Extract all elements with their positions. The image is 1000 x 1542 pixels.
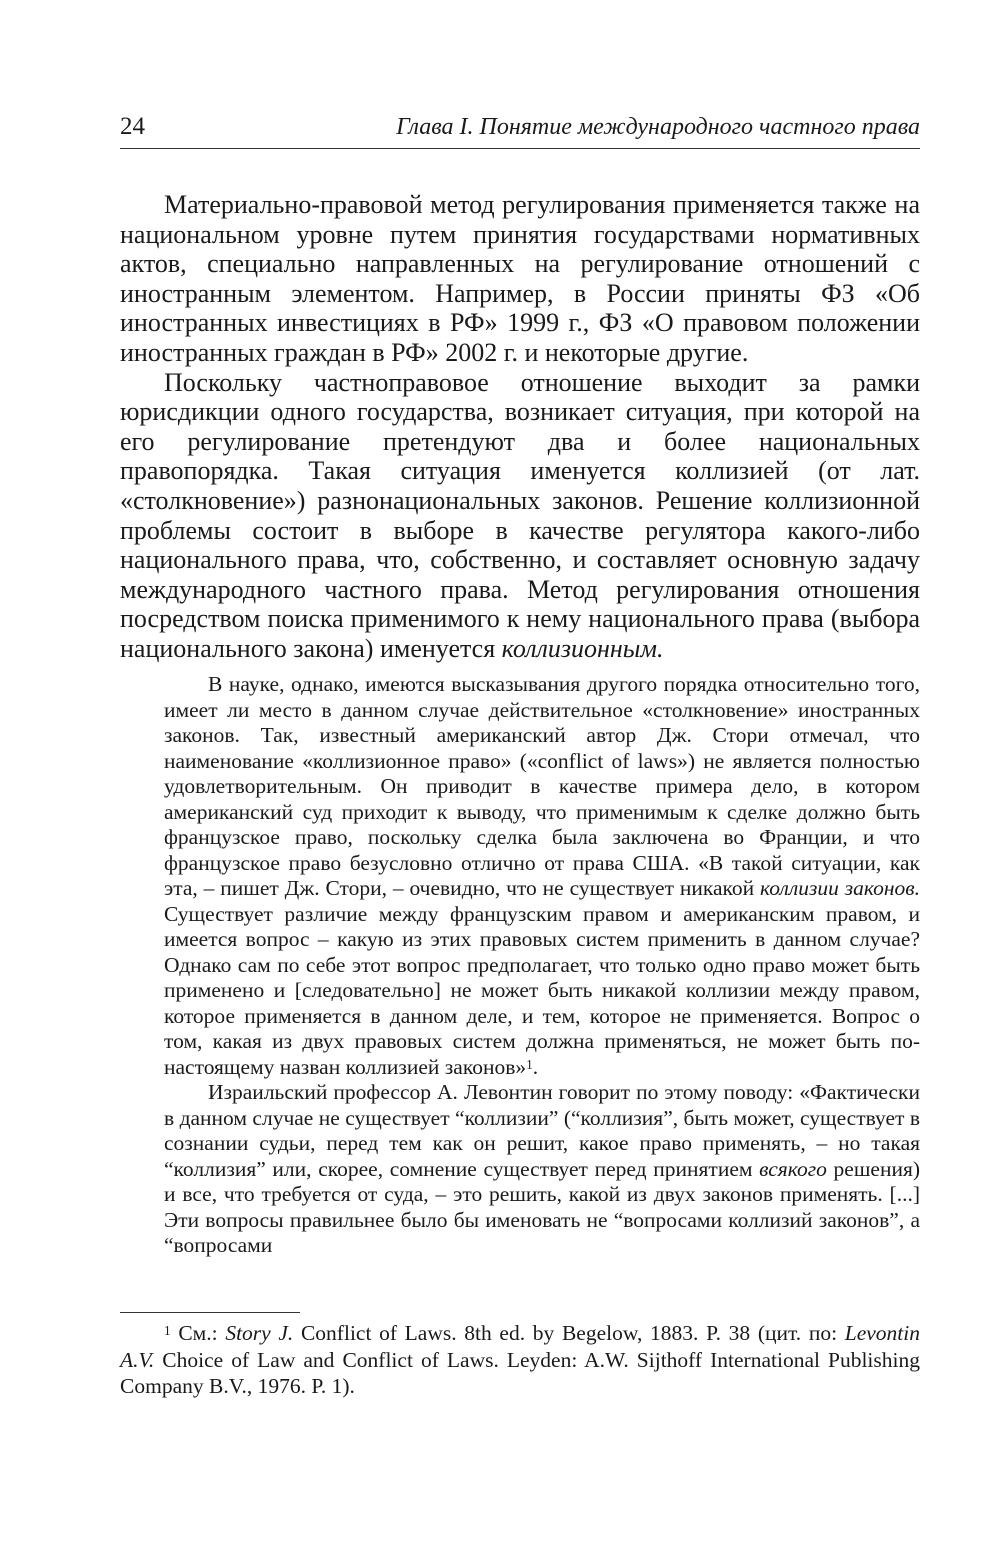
body-paragraph-2-italic: коллизионным.: [501, 633, 664, 663]
small-print-block: [164, 672, 920, 1259]
small-paragraph-2-italic: всякого: [759, 1156, 827, 1181]
footnote-separator: [120, 1312, 300, 1313]
body-paragraph-2-text: Поскольку частноправовое отношение выходит за рамки юрисдикции одного государства, возникает ситуация, при которой на его регулирование претендуют два и более национальных правопорядка. Такая ситуация именуется коллизией (от лат. «столкновение») разнонациональных законов. Решение коллизионной проблемы состоит в выборе в качестве регулятора какого-либо национального права, что, собственно, и составляет основную задачу международного частного права. Метод регулирования отношения посредством поиска применимого к нему национального права (выбора национального закона) именуется: [120, 367, 920, 663]
footnote-lead: См.:: [170, 1321, 226, 1345]
chapter-title: Глава I. Понятие международного частного права: [396, 114, 920, 140]
body-paragraph-1: Материально-правовой метод регулирования применяется также на национальном уровне путем принятия государствами нормативных актов, специально направленных на регулирование отношений с иностранным элементом. Например, в России приняты ФЗ «Об иностранных инвестициях в РФ» 1999 г., ФЗ «О правовом положении иностранных граждан в РФ» 2002 г. и некоторые другие.: [120, 190, 920, 367]
small-paragraph-1-part2: Существует различие между французским правом и американским правом, и имеется вопрос – какую из этих правовых систем применить в данном случае? Однако сам по себе этот вопрос предполагает, что только одно право может быть применено и [следовательно] не может быть никакой коллизии между правом, которое применяется в данном деле, и тем, которое не применяется. Вопрос о том, какая из двух правовых систем должна применяться, не может быть по-настоящему назван коллизией законов»: [164, 901, 920, 1079]
small-paragraph-2-part1: Израильский профессор А. Левонтин говорит по этому поводу: «Фактически в данном случае не существует “коллизии” (“коллизия”, быть может, существует в сознании судьи, перед тем как он решит, какое право применять, – но такая “коллизия” или, скорее, сомнение существует перед принятием: [164, 1080, 920, 1181]
footnote-marker: 1: [164, 1323, 171, 1339]
small-paragraph-1: [164, 672, 920, 1080]
footnote-author-2: Levontin A.V.: [120, 1321, 920, 1372]
footnote-reference[interactable]: 1: [526, 1056, 533, 1072]
small-paragraph-1-part1: В науке, однако, имеются высказывания другого порядка относительно того, имеет ли место в данном случае действительное «столкновение» иностранных законов. Так, известный американский автор Дж. Стори отмечал, что наименование «коллизионное право» («conflict of laws») не является полностью удовлетворительным. Он приводит в качестве примера дело, в котором американский суд приходит к выводу, что применимым к сделке должно быть французское право, поскольку сделка была заключена во Франции, и что французское право безусловно отлично от права США. «В такой ситуации, как эта, – пишет Дж. Стори, – очевидно, что не существует никакой: [164, 672, 920, 900]
small-paragraph-2-part2: решения) и все, что требуется от суда, – это решить, какой из двух законов применять. [...] Эти вопросы правильнее было бы именовать не “вопросами коллизий законов”, а “вопросами: [164, 1156, 921, 1257]
small-paragraph-2: [164, 1080, 920, 1259]
body-paragraph-2: [120, 368, 920, 664]
footnote-text-1: Conflict of Laws. 8th ed. by Begelow, 1883. P. 38 (цит. по:: [293, 1321, 845, 1345]
footnote-author-1: Story J.: [225, 1321, 294, 1345]
page-number: 24: [120, 113, 145, 140]
small-paragraph-1-end: .: [532, 1054, 539, 1079]
main-body-text: [120, 190, 920, 664]
footnote-text-2: Choice of Law and Conflict of Laws. Leyden: A.W. Sijthoff International Publishing Company B.V., 1976. P. 1).: [120, 1347, 920, 1398]
running-header: [120, 112, 920, 149]
footnote: [120, 1320, 920, 1400]
small-paragraph-1-italic: коллизии законов.: [760, 876, 920, 900]
